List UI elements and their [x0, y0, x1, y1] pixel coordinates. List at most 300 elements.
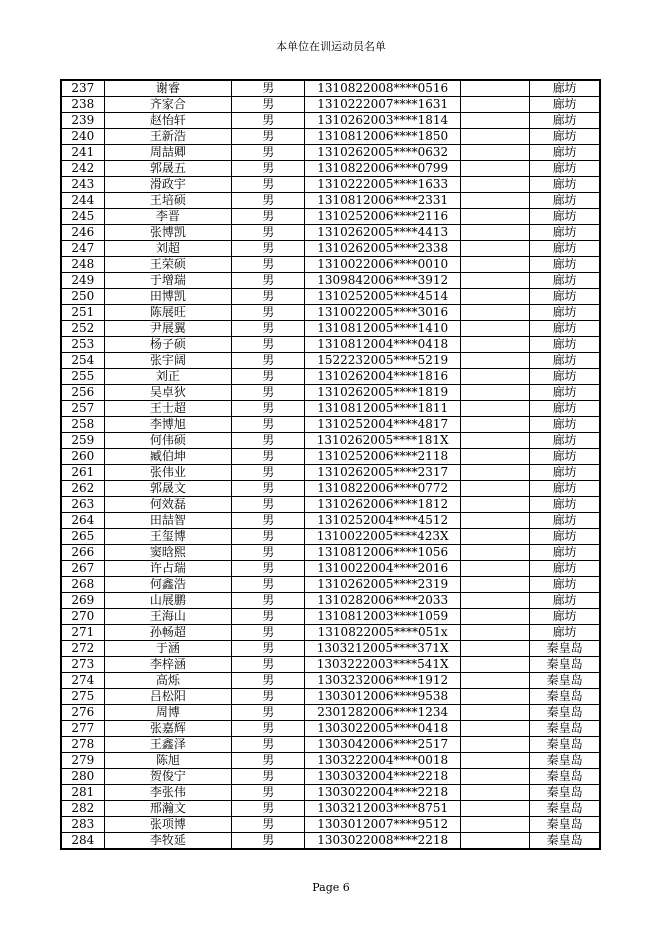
id-number-cell: 1303212005****371X: [305, 641, 461, 657]
id-number-cell: 1303232006****1912: [305, 673, 461, 689]
table-row: [61, 113, 600, 129]
table-row: [61, 193, 600, 209]
blank-cell: [460, 449, 529, 465]
athlete-name-cell: 王海山: [104, 609, 231, 625]
table-row: [61, 305, 600, 321]
athlete-name-cell: 周博: [104, 705, 231, 721]
row-number-cell: 267: [61, 561, 104, 577]
city-cell: 廊坊: [530, 401, 600, 417]
row-number-cell: 244: [61, 193, 104, 209]
blank-cell: [460, 817, 529, 833]
id-number-cell: 1309842006****3912: [305, 273, 461, 289]
row-number-cell: 243: [61, 177, 104, 193]
table-row: [61, 337, 600, 353]
row-number-cell: 276: [61, 705, 104, 721]
athlete-name-cell: 赵怡轩: [104, 113, 231, 129]
blank-cell: [460, 80, 529, 97]
table-row: [61, 353, 600, 369]
city-cell: 廊坊: [530, 417, 600, 433]
city-cell: 廊坊: [530, 225, 600, 241]
row-number-cell: 255: [61, 369, 104, 385]
table-row: [61, 129, 600, 145]
blank-cell: [460, 113, 529, 129]
athlete-name-cell: 贺俊宁: [104, 769, 231, 785]
blank-cell: [460, 209, 529, 225]
athlete-name-cell: 杨子硕: [104, 337, 231, 353]
table-row: [61, 593, 600, 609]
city-cell: 廊坊: [530, 545, 600, 561]
table-row: [61, 737, 600, 753]
row-number-cell: 277: [61, 721, 104, 737]
row-number-cell: 270: [61, 609, 104, 625]
city-cell: 廊坊: [530, 97, 600, 113]
id-number-cell: 1310812006****1056: [305, 545, 461, 561]
city-cell: 廊坊: [530, 337, 600, 353]
athlete-name-cell: 王鑫泽: [104, 737, 231, 753]
id-number-cell: 1310262005****4413: [305, 225, 461, 241]
athlete-name-cell: 王荣硕: [104, 257, 231, 273]
city-cell: 秦皇岛: [530, 833, 600, 850]
id-number-cell: 1310262005****181X: [305, 433, 461, 449]
blank-cell: [460, 769, 529, 785]
blank-cell: [460, 97, 529, 113]
city-cell: 廊坊: [530, 145, 600, 161]
athlete-name-cell: 何伟硕: [104, 433, 231, 449]
gender-cell: 男: [232, 705, 305, 721]
table-row: [61, 177, 600, 193]
city-cell: 秦皇岛: [530, 721, 600, 737]
table-row: [61, 673, 600, 689]
gender-cell: 男: [232, 241, 305, 257]
gender-cell: 男: [232, 737, 305, 753]
table-row: [61, 721, 600, 737]
table-row: [61, 785, 600, 801]
blank-cell: [460, 145, 529, 161]
city-cell: 廊坊: [530, 305, 600, 321]
id-number-cell: 1310022005****3016: [305, 305, 461, 321]
id-number-cell: 1310812005****1410: [305, 321, 461, 337]
gender-cell: 男: [232, 513, 305, 529]
gender-cell: 男: [232, 561, 305, 577]
athlete-name-cell: 张宇阔: [104, 353, 231, 369]
blank-cell: [460, 721, 529, 737]
gender-cell: 男: [232, 145, 305, 161]
gender-cell: 男: [232, 257, 305, 273]
city-cell: 廊坊: [530, 80, 600, 97]
blank-cell: [460, 785, 529, 801]
table-row: [61, 161, 600, 177]
athlete-name-cell: 张博凯: [104, 225, 231, 241]
city-cell: 廊坊: [530, 241, 600, 257]
athlete-name-cell: 王士超: [104, 401, 231, 417]
id-number-cell: 1303022008****2218: [305, 833, 461, 850]
athlete-name-cell: 张伟业: [104, 465, 231, 481]
blank-cell: [460, 305, 529, 321]
city-cell: 廊坊: [530, 321, 600, 337]
table-row: [61, 545, 600, 561]
id-number-cell: 1303022005****0418: [305, 721, 461, 737]
blank-cell: [460, 737, 529, 753]
athlete-name-cell: 田喆智: [104, 513, 231, 529]
table-row: [61, 209, 600, 225]
city-cell: 秦皇岛: [530, 801, 600, 817]
city-cell: 廊坊: [530, 513, 600, 529]
row-number-cell: 247: [61, 241, 104, 257]
gender-cell: 男: [232, 273, 305, 289]
blank-cell: [460, 577, 529, 593]
table-row: [61, 145, 600, 161]
id-number-cell: 1310022004****2016: [305, 561, 461, 577]
row-number-cell: 271: [61, 625, 104, 641]
blank-cell: [460, 321, 529, 337]
athlete-name-cell: 王培硕: [104, 193, 231, 209]
id-number-cell: 1303222004****0018: [305, 753, 461, 769]
row-number-cell: 269: [61, 593, 104, 609]
table-row: [61, 641, 600, 657]
id-number-cell: 1310812006****1850: [305, 129, 461, 145]
athlete-name-cell: 陈旭: [104, 753, 231, 769]
athlete-name-cell: 王玺博: [104, 529, 231, 545]
table-row: [61, 801, 600, 817]
athlete-name-cell: 何效磊: [104, 497, 231, 513]
row-number-cell: 251: [61, 305, 104, 321]
gender-cell: 男: [232, 769, 305, 785]
city-cell: 廊坊: [530, 609, 600, 625]
city-cell: 秦皇岛: [530, 641, 600, 657]
row-number-cell: 268: [61, 577, 104, 593]
blank-cell: [460, 609, 529, 625]
table-row: [61, 465, 600, 481]
blank-cell: [460, 177, 529, 193]
blank-cell: [460, 161, 529, 177]
blank-cell: [460, 753, 529, 769]
row-number-cell: 252: [61, 321, 104, 337]
athlete-name-cell: 李博旭: [104, 417, 231, 433]
athlete-name-cell: 吴卓狄: [104, 385, 231, 401]
id-number-cell: 1310822006****0772: [305, 481, 461, 497]
athlete-name-cell: 孙畅超: [104, 625, 231, 641]
blank-cell: [460, 129, 529, 145]
gender-cell: 男: [232, 401, 305, 417]
city-cell: 廊坊: [530, 465, 600, 481]
city-cell: 廊坊: [530, 577, 600, 593]
blank-cell: [460, 593, 529, 609]
gender-cell: 男: [232, 529, 305, 545]
row-number-cell: 263: [61, 497, 104, 513]
athlete-name-cell: 郭晟文: [104, 481, 231, 497]
row-number-cell: 282: [61, 801, 104, 817]
athlete-name-cell: 李梓涵: [104, 657, 231, 673]
id-number-cell: 1303212003****8751: [305, 801, 461, 817]
blank-cell: [460, 337, 529, 353]
gender-cell: 男: [232, 80, 305, 97]
blank-cell: [460, 465, 529, 481]
table-row: [61, 225, 600, 241]
row-number-cell: 275: [61, 689, 104, 705]
city-cell: 秦皇岛: [530, 753, 600, 769]
row-number-cell: 253: [61, 337, 104, 353]
id-number-cell: 1310282006****2033: [305, 593, 461, 609]
row-number-cell: 256: [61, 385, 104, 401]
city-cell: 廊坊: [530, 177, 600, 193]
athlete-roster-table: [60, 79, 601, 850]
gender-cell: 男: [232, 433, 305, 449]
gender-cell: 男: [232, 449, 305, 465]
blank-cell: [460, 433, 529, 449]
gender-cell: 男: [232, 625, 305, 641]
id-number-cell: 1303222003****541X: [305, 657, 461, 673]
gender-cell: 男: [232, 641, 305, 657]
row-number-cell: 278: [61, 737, 104, 753]
table-row: [61, 401, 600, 417]
gender-cell: 男: [232, 369, 305, 385]
table-row: [61, 753, 600, 769]
blank-cell: [460, 225, 529, 241]
table-row: [61, 609, 600, 625]
city-cell: 廊坊: [530, 529, 600, 545]
blank-cell: [460, 481, 529, 497]
table-row: [61, 497, 600, 513]
blank-cell: [460, 545, 529, 561]
athlete-name-cell: 许占瑞: [104, 561, 231, 577]
athlete-name-cell: 田博凯: [104, 289, 231, 305]
athlete-name-cell: 山展鹏: [104, 593, 231, 609]
gender-cell: 男: [232, 385, 305, 401]
blank-cell: [460, 641, 529, 657]
blank-cell: [460, 497, 529, 513]
city-cell: 秦皇岛: [530, 769, 600, 785]
row-number-cell: 239: [61, 113, 104, 129]
gender-cell: 男: [232, 321, 305, 337]
id-number-cell: 1303022004****2218: [305, 785, 461, 801]
page-number: Page 6: [312, 881, 350, 894]
athlete-name-cell: 窦晗熙: [104, 545, 231, 561]
gender-cell: 男: [232, 609, 305, 625]
id-number-cell: 1310262005****2319: [305, 577, 461, 593]
athlete-name-cell: 吕松阳: [104, 689, 231, 705]
city-cell: 秦皇岛: [530, 657, 600, 673]
gender-cell: 男: [232, 465, 305, 481]
id-number-cell: 1310262006****1812: [305, 497, 461, 513]
row-number-cell: 260: [61, 449, 104, 465]
row-number-cell: 266: [61, 545, 104, 561]
city-cell: 秦皇岛: [530, 737, 600, 753]
id-number-cell: 1310822005****051x: [305, 625, 461, 641]
blank-cell: [460, 193, 529, 209]
id-number-cell: 1310262005****0632: [305, 145, 461, 161]
id-number-cell: 1310252006****2116: [305, 209, 461, 225]
city-cell: 廊坊: [530, 209, 600, 225]
id-number-cell: 1310262004****1816: [305, 369, 461, 385]
row-number-cell: 254: [61, 353, 104, 369]
athlete-name-cell: 于增瑞: [104, 273, 231, 289]
blank-cell: [460, 241, 529, 257]
row-number-cell: 246: [61, 225, 104, 241]
athlete-name-cell: 谢睿: [104, 80, 231, 97]
row-number-cell: 237: [61, 80, 104, 97]
blank-cell: [460, 529, 529, 545]
row-number-cell: 242: [61, 161, 104, 177]
athlete-name-cell: 张项博: [104, 817, 231, 833]
table-row: [61, 321, 600, 337]
row-number-cell: 264: [61, 513, 104, 529]
id-number-cell: 1310022006****0010: [305, 257, 461, 273]
id-number-cell: 1310812006****2331: [305, 193, 461, 209]
gender-cell: 男: [232, 801, 305, 817]
table-row: [61, 561, 600, 577]
athlete-name-cell: 尹展翼: [104, 321, 231, 337]
gender-cell: 男: [232, 97, 305, 113]
city-cell: 廊坊: [530, 257, 600, 273]
athlete-name-cell: 何鑫浩: [104, 577, 231, 593]
id-number-cell: 1310822008****0516: [305, 80, 461, 97]
city-cell: 廊坊: [530, 161, 600, 177]
blank-cell: [460, 257, 529, 273]
blank-cell: [460, 385, 529, 401]
city-cell: 廊坊: [530, 385, 600, 401]
row-number-cell: 240: [61, 129, 104, 145]
table-row: [61, 273, 600, 289]
id-number-cell: 1303032004****2218: [305, 769, 461, 785]
row-number-cell: 281: [61, 785, 104, 801]
gender-cell: 男: [232, 305, 305, 321]
gender-cell: 男: [232, 193, 305, 209]
athlete-name-cell: 周喆卿: [104, 145, 231, 161]
table-row: [61, 241, 600, 257]
gender-cell: 男: [232, 657, 305, 673]
athlete-name-cell: 刘超: [104, 241, 231, 257]
table-row: [61, 449, 600, 465]
id-number-cell: 1303042006****2517: [305, 737, 461, 753]
athlete-name-cell: 李张伟: [104, 785, 231, 801]
athlete-name-cell: 张嘉辉: [104, 721, 231, 737]
id-number-cell: 1310262005****1819: [305, 385, 461, 401]
city-cell: 廊坊: [530, 273, 600, 289]
city-cell: 廊坊: [530, 129, 600, 145]
id-number-cell: 1310262005****2338: [305, 241, 461, 257]
gender-cell: 男: [232, 417, 305, 433]
table-row: [61, 80, 600, 97]
row-number-cell: 257: [61, 401, 104, 417]
gender-cell: 男: [232, 225, 305, 241]
blank-cell: [460, 801, 529, 817]
id-number-cell: 1522232005****5219: [305, 353, 461, 369]
blank-cell: [460, 401, 529, 417]
table-row: [61, 433, 600, 449]
table-row: [61, 625, 600, 641]
blank-cell: [460, 625, 529, 641]
gender-cell: 男: [232, 353, 305, 369]
athlete-name-cell: 陈展旺: [104, 305, 231, 321]
row-number-cell: 283: [61, 817, 104, 833]
athlete-name-cell: 邢瀚文: [104, 801, 231, 817]
gender-cell: 男: [232, 161, 305, 177]
gender-cell: 男: [232, 753, 305, 769]
gender-cell: 男: [232, 177, 305, 193]
table-row: [61, 689, 600, 705]
id-number-cell: 1310222007****1631: [305, 97, 461, 113]
table-row: [61, 529, 600, 545]
blank-cell: [460, 369, 529, 385]
gender-cell: 男: [232, 545, 305, 561]
table-row: [61, 513, 600, 529]
id-number-cell: 1303012007****9512: [305, 817, 461, 833]
id-number-cell: 1310262005****2317: [305, 465, 461, 481]
gender-cell: 男: [232, 289, 305, 305]
city-cell: 秦皇岛: [530, 673, 600, 689]
row-number-cell: 259: [61, 433, 104, 449]
row-number-cell: 273: [61, 657, 104, 673]
id-number-cell: 1310812005****1811: [305, 401, 461, 417]
row-number-cell: 238: [61, 97, 104, 113]
row-number-cell: 248: [61, 257, 104, 273]
gender-cell: 男: [232, 337, 305, 353]
city-cell: 廊坊: [530, 433, 600, 449]
blank-cell: [460, 657, 529, 673]
gender-cell: 男: [232, 113, 305, 129]
gender-cell: 男: [232, 481, 305, 497]
row-number-cell: 249: [61, 273, 104, 289]
row-number-cell: 272: [61, 641, 104, 657]
athlete-name-cell: 齐家合: [104, 97, 231, 113]
city-cell: 廊坊: [530, 449, 600, 465]
row-number-cell: 245: [61, 209, 104, 225]
id-number-cell: 1310812003****1059: [305, 609, 461, 625]
id-number-cell: 1310262003****1814: [305, 113, 461, 129]
city-cell: 廊坊: [530, 289, 600, 305]
row-number-cell: 258: [61, 417, 104, 433]
athlete-name-cell: 高烁: [104, 673, 231, 689]
gender-cell: 男: [232, 785, 305, 801]
city-cell: 廊坊: [530, 481, 600, 497]
blank-cell: [460, 513, 529, 529]
table-row: [61, 481, 600, 497]
blank-cell: [460, 561, 529, 577]
blank-cell: [460, 353, 529, 369]
table-row: [61, 417, 600, 433]
table-row: [61, 257, 600, 273]
blank-cell: [460, 673, 529, 689]
athlete-name-cell: 臧伯坤: [104, 449, 231, 465]
id-number-cell: 1310812004****0418: [305, 337, 461, 353]
row-number-cell: 250: [61, 289, 104, 305]
city-cell: 廊坊: [530, 497, 600, 513]
table-row: [61, 769, 600, 785]
row-number-cell: 241: [61, 145, 104, 161]
city-cell: 秦皇岛: [530, 817, 600, 833]
id-number-cell: 2301282006****1234: [305, 705, 461, 721]
id-number-cell: 1310222005****1633: [305, 177, 461, 193]
id-number-cell: 1303012006****9538: [305, 689, 461, 705]
table-row: [61, 369, 600, 385]
city-cell: 廊坊: [530, 625, 600, 641]
gender-cell: 男: [232, 721, 305, 737]
table-row: [61, 97, 600, 113]
page-title: 本单位在训运动员名单: [276, 40, 386, 53]
row-number-cell: 261: [61, 465, 104, 481]
id-number-cell: 1310252004****4817: [305, 417, 461, 433]
city-cell: 秦皇岛: [530, 689, 600, 705]
row-number-cell: 262: [61, 481, 104, 497]
gender-cell: 男: [232, 817, 305, 833]
blank-cell: [460, 417, 529, 433]
id-number-cell: 1310022005****423X: [305, 529, 461, 545]
gender-cell: 男: [232, 577, 305, 593]
city-cell: 秦皇岛: [530, 705, 600, 721]
table-row: [61, 289, 600, 305]
row-number-cell: 284: [61, 833, 104, 850]
table-row: [61, 577, 600, 593]
